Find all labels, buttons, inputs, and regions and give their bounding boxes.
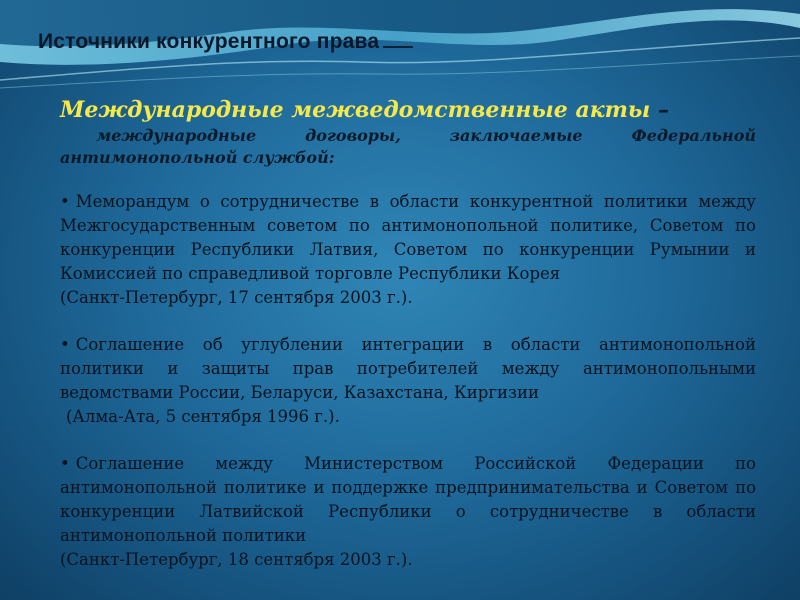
subheading-line-2: антимонопольной службой: [60, 148, 335, 167]
section-subheading [60, 125, 756, 169]
list-item-text: Соглашение об углублении интеграции в области антимонопольной политики и защиты прав потребителей между антимонопольными ведомствами России, Беларуси, Казахстана, Киргизии [60, 335, 756, 402]
list-item-text: Соглашение между Министерством Российской Федерации по антимонопольной политике и поддержке предпринимательства и Советом по конкуренции Латвийской Республики о сотрудничестве в области антимонопольной политики [60, 454, 756, 545]
bullet-icon: • [60, 335, 70, 354]
bullet-icon: • [60, 192, 70, 211]
section-heading-dash: – [650, 97, 669, 123]
list-item-note: (Санкт-Петербург, 18 сентября 2003 г.). [60, 550, 413, 569]
list-item-text: Меморандум о сотрудничестве в области конкурентной политики между Межгосударственным советом по антимонопольной политике, Советом по конкуренции Республики Латвия, Советом по конкуренции Румынии и Комиссией по справедливой торговле Республики Корея [60, 192, 756, 283]
slide-content [60, 95, 756, 572]
list-item [60, 452, 756, 572]
slide-title [38, 30, 413, 54]
subheading-line-1: международные договоры, заключаемые Федеральной [96, 126, 756, 145]
section-heading [60, 95, 756, 125]
section-heading-main: Международные межведомственные акты [60, 97, 651, 123]
slide-title-text: Источники конкурентного права [38, 30, 380, 53]
title-underline-decoration [383, 46, 413, 48]
list-item [60, 190, 756, 310]
list-item-note: (Алма-Ата, 5 сентября 1996 г.). [66, 407, 340, 426]
list-item [60, 333, 756, 429]
list-item-note: (Санкт-Петербург, 17 сентября 2003 г.). [60, 288, 413, 307]
bullet-icon: • [60, 454, 70, 473]
